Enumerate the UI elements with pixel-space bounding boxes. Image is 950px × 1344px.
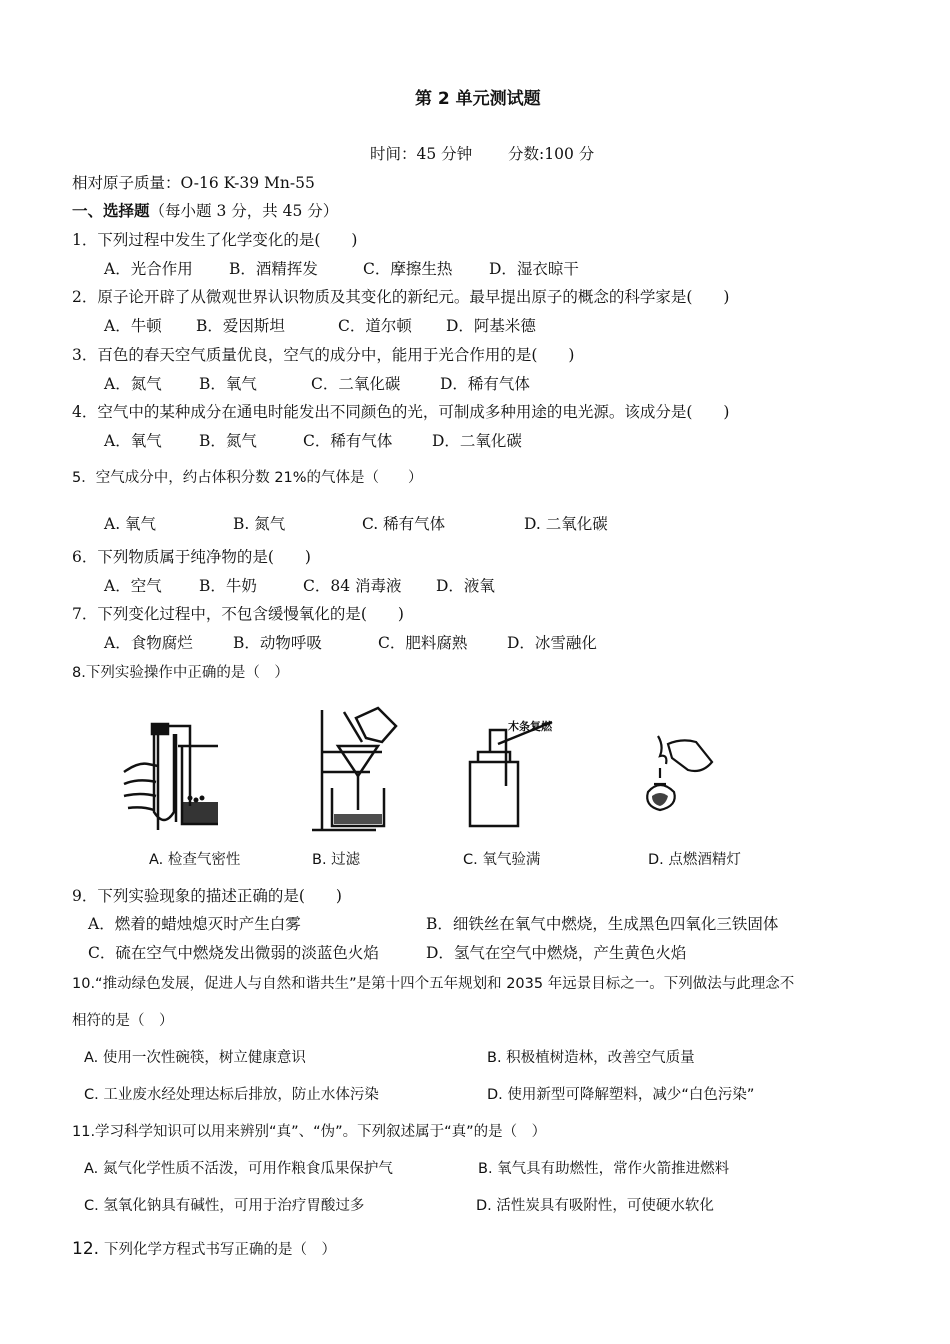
exam-score: 分数:100 分 (508, 145, 595, 163)
question-8-stem: 8.下列实验操作中正确的是（ ） (72, 665, 289, 681)
q4-option-c[interactable]: C．稀有气体 (303, 432, 393, 450)
q5-option-c[interactable]: C. 稀有气体 (362, 515, 446, 533)
q11-option-a[interactable]: A. 氮气化学性质不活泼，可用作粮食瓜果保护气 (84, 1161, 393, 1177)
figure-b-caption[interactable]: B. 过滤 (312, 852, 361, 868)
q4-option-d[interactable]: D．二氧化碳 (432, 432, 522, 450)
q7-option-a[interactable]: A．食物腐烂 (104, 634, 193, 652)
q5-option-b[interactable]: B. 氮气 (233, 515, 286, 533)
q10-option-a[interactable]: A. 使用一次性碗筷，树立健康意识 (84, 1050, 306, 1066)
question-3-stem: 3．百色的春天空气质量优良，空气的成分中，能用于光合作用的是( ) (72, 346, 575, 364)
question-9-stem: 9．下列实验现象的描述正确的是( ) (72, 887, 342, 905)
q11-option-d[interactable]: D. 活性炭具有吸附性，可使硬水软化 (476, 1198, 714, 1214)
section-heading (72, 199, 338, 221)
q9-option-a[interactable]: A．燃着的蜡烛熄灭时产生白雾 (88, 915, 301, 933)
q7-option-c[interactable]: C．肥料腐熟 (378, 634, 468, 652)
atomic-mass: 相对原子质量：O-16 K-39 Mn-55 (72, 174, 315, 192)
question-5-stem: 5．空气成分中，约占体积分数 21%的气体是（ ） (72, 470, 423, 486)
q9-option-d[interactable]: D．氢气在空气中燃烧，产生黄色火焰 (426, 944, 687, 962)
q3-option-d[interactable]: D．稀有气体 (440, 375, 530, 393)
question-7-stem: 7．下列变化过程中，不包含缓慢氧化的是( ) (72, 605, 404, 623)
q2-option-b[interactable]: B．爱因斯坦 (196, 317, 285, 335)
question-12-text: 下列化学方程式书写正确的是（ ） (103, 1242, 336, 1258)
question-12-stem (72, 1238, 336, 1259)
q1-option-c[interactable]: C．摩擦生热 (363, 260, 453, 278)
figure-d-alcohol-lamp (638, 734, 728, 824)
q6-option-d[interactable]: D．液氧 (436, 577, 495, 595)
q11-option-c[interactable]: C. 氢氧化钠具有碱性，可用于治疗胃酸过多 (84, 1198, 365, 1214)
page-title: 第 2 单元测试题 (415, 89, 541, 109)
question-12-number: 12. (72, 1239, 100, 1259)
q4-option-b[interactable]: B．氮气 (199, 432, 257, 450)
q1-option-d[interactable]: D．湿衣晾干 (489, 260, 579, 278)
q11-option-b[interactable]: B. 氧气具有助燃性，常作火箭推进燃料 (478, 1161, 730, 1177)
q3-option-b[interactable]: B．氧气 (199, 375, 257, 393)
q3-option-c[interactable]: C．二氧化碳 (311, 375, 401, 393)
q10-option-c[interactable]: C. 工业废水经处理达标后排放，防止水体污染 (84, 1087, 379, 1103)
figure-c-oxygen-test (460, 716, 570, 834)
figure-b-filtration (310, 706, 420, 838)
figure-c-label: 木条复燃 (508, 720, 552, 733)
question-10-stem-cont: 相符的是（ ） (72, 1013, 174, 1029)
q1-option-a[interactable]: A．光合作用 (104, 260, 193, 278)
q9-option-b[interactable]: B．细铁丝在氧气中燃烧，生成黑色四氧化三铁固体 (426, 915, 779, 933)
section-title: 一、选择题 (72, 201, 150, 220)
q5-option-d[interactable]: D. 二氧化碳 (524, 515, 608, 533)
q4-option-a[interactable]: A．氧气 (104, 432, 162, 450)
q6-option-c[interactable]: C．84 消毒液 (303, 577, 402, 595)
q2-option-c[interactable]: C．道尔顿 (338, 317, 412, 335)
q3-option-a[interactable]: A．氮气 (104, 375, 162, 393)
q2-option-a[interactable]: A．牛顿 (104, 317, 162, 335)
q9-option-c[interactable]: C．硫在空气中燃烧发出微弱的淡蓝色火焰 (88, 944, 379, 962)
q7-option-d[interactable]: D．冰雪融化 (507, 634, 597, 652)
question-11-stem: 11.学习科学知识可以用来辨别“真”、“伪”。下列叙述属于“真”的是（ ） (72, 1124, 547, 1140)
q5-option-a[interactable]: A. 氧气 (104, 515, 157, 533)
exam-time: 时间：45 分钟 (370, 145, 473, 163)
q6-option-a[interactable]: A．空气 (104, 577, 162, 595)
figure-d-caption[interactable]: D. 点燃酒精灯 (648, 852, 741, 868)
question-4-stem: 4．空气中的某种成分在通电时能发出不同颜色的光，可制成多种用途的电光源。该成分是( ) (72, 403, 730, 421)
question-6-stem: 6．下列物质属于纯净物的是( ) (72, 548, 311, 566)
q6-option-b[interactable]: B．牛奶 (199, 577, 257, 595)
q10-option-b[interactable]: B. 积极植树造林，改善空气质量 (487, 1050, 695, 1066)
question-1-stem: 1．下列过程中发生了化学变化的是( ) (72, 231, 358, 249)
q10-option-d[interactable]: D. 使用新型可降解塑料，减少“白色污染” (487, 1087, 755, 1103)
figure-a-airtightness (118, 712, 218, 832)
q7-option-b[interactable]: B．动物呼吸 (233, 634, 322, 652)
question-10-stem: 10.“推动绿色发展，促进人与自然和谐共生”是第十四个五年规划和 2035 年远景目标之一。下列做法与此理念不 (72, 976, 795, 992)
question-2-stem: 2．原子论开辟了从微观世界认识物质及其变化的新纪元。最早提出原子的概念的科学家是( ) (72, 288, 730, 306)
figure-c-caption[interactable]: C. 氧气验满 (463, 852, 541, 868)
q1-option-b[interactable]: B．酒精挥发 (229, 260, 318, 278)
figure-a-caption[interactable]: A. 检查气密性 (149, 852, 241, 868)
q2-option-d[interactable]: D．阿基米德 (446, 317, 536, 335)
section-note: （每小题 3 分，共 45 分） (149, 202, 339, 220)
